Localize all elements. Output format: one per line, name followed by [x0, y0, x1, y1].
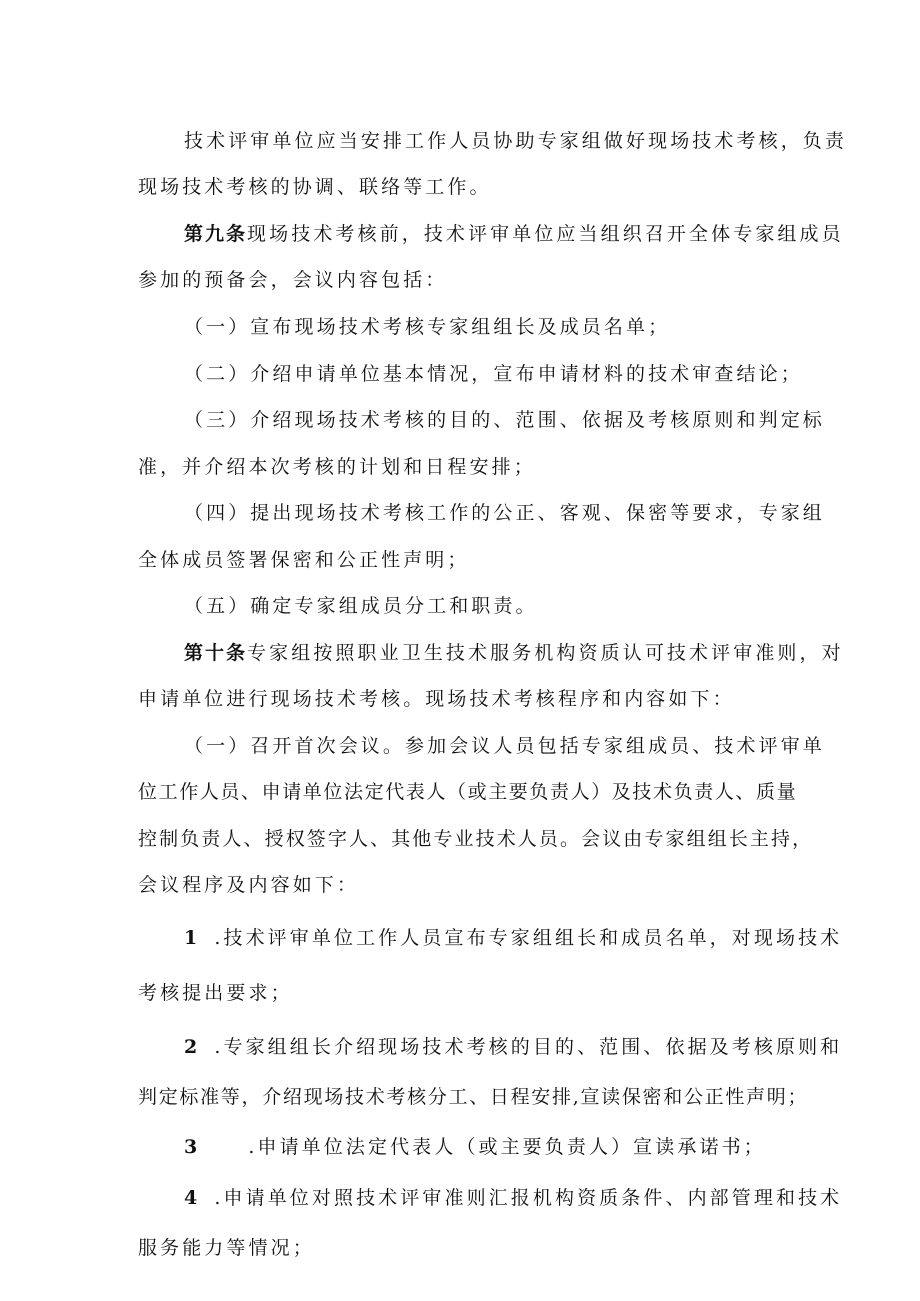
paragraph-line: 控制负责人、授权签字人、其他专业技术人员。会议由专家组组长主持， — [138, 828, 814, 850]
paragraph-text: .技术评审单位工作人员宣布专家组组长和成员名单，对现场技术 — [214, 927, 843, 949]
list-item: （四）提出现场技术考核工作的公正、客观、保密等要求，专家组 — [184, 502, 825, 524]
paragraph-text: .申请单位对照技术评审准则汇报机构资质条件、内部管理和技术 — [214, 1187, 843, 1209]
paragraph-text: .申请单位法定代表人（或主要负责人）宣读承诺书； — [248, 1136, 766, 1158]
paragraph-line: 技术评审单位应当安排工作人员协助专家组做好现场技术考核，负责 — [184, 130, 848, 152]
item-number: 3 — [184, 1136, 201, 1158]
list-item: （二）介绍申请单位基本情况，宣布申请材料的技术审查结论； — [184, 363, 803, 385]
list-item: （五）确定专家组成员分工和职责。 — [184, 595, 538, 617]
paragraph-text: 现场技术考核前，技术评审单位应当组织召开全体专家组成员 — [247, 223, 844, 245]
list-item: （一）召开首次会议。参加会议人员包括专家组成员、技术评审单 — [184, 735, 825, 757]
paragraph-line: 服务能力等情况； — [138, 1237, 315, 1259]
list-item: （三）介绍现场技术考核的目的、范围、依据及考核原则和判定标 — [184, 409, 825, 431]
numbered-item-1 — [184, 926, 842, 950]
numbered-item-3 — [184, 1135, 766, 1159]
paragraph-line: 申请单位进行现场技术考核。现场技术考核程序和内容如下： — [138, 688, 735, 710]
paragraph-line: 判定标准等，介绍现场技术考核分工、日程安排,宣读保密和公正性声明； — [138, 1086, 809, 1108]
paragraph-line: 现场技术考核的协调、联络等工作。 — [138, 176, 492, 198]
item-number: 4 — [184, 1187, 201, 1209]
paragraph-line: 会议程序及内容如下： — [138, 874, 360, 896]
article-10-line — [184, 641, 844, 665]
paragraph-line: 考核提出要求； — [138, 982, 293, 1004]
item-number: 2 — [184, 1036, 201, 1058]
list-item: （一）宣布现场技术考核专家组组长及成员名单； — [184, 316, 671, 338]
paragraph-text: 专家组按照职业卫生技术服务机构资质认可技术评审准则，对 — [247, 642, 844, 664]
paragraph-line: 准，并介绍本次考核的计划和日程安排； — [138, 456, 536, 478]
paragraph-line: 位工作人员、申请单位法定代表人（或主要负责人）及技术负责人、质量 — [138, 781, 798, 803]
article-9-label: 第九条 — [184, 223, 248, 245]
paragraph-line: 全体成员签署保密和公正性声明； — [138, 549, 470, 571]
article-10-label: 第十条 — [184, 642, 248, 664]
item-number: 1 — [184, 927, 201, 949]
numbered-item-2 — [184, 1035, 842, 1059]
paragraph-line: 参加的预备会，会议内容包括： — [138, 269, 448, 291]
article-9-line — [184, 222, 844, 246]
numbered-item-4 — [184, 1186, 842, 1210]
paragraph-text: .专家组组长介绍现场技术考核的目的、范围、依据及考核原则和 — [214, 1036, 843, 1058]
